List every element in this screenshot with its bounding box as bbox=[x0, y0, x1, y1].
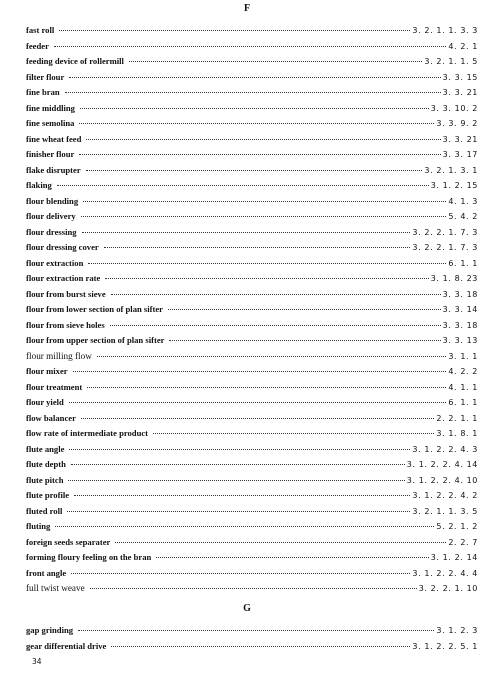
clause-reference: 4. 1. 1 bbox=[448, 382, 478, 392]
index-term: flute pitch bbox=[26, 474, 64, 485]
dot-leader bbox=[115, 532, 446, 543]
dot-leader bbox=[82, 222, 411, 233]
index-term: filter flour bbox=[26, 71, 65, 82]
dot-leader bbox=[67, 501, 410, 512]
dot-leader bbox=[79, 144, 440, 155]
dot-leader bbox=[59, 20, 410, 31]
dot-leader bbox=[79, 113, 434, 124]
dot-leader bbox=[156, 547, 428, 558]
clause-reference: 3. 3. 21 bbox=[442, 88, 478, 97]
dot-leader bbox=[111, 284, 441, 295]
dot-leader bbox=[55, 516, 434, 527]
dot-leader bbox=[111, 636, 410, 647]
index-term: fluted roll bbox=[26, 505, 63, 516]
clause-reference: 3. 1. 2. 15 bbox=[430, 181, 478, 190]
clause-reference: 5. 2. 1. 2 bbox=[436, 522, 478, 531]
index-term: flour from upper section of plan sifter bbox=[26, 335, 165, 345]
dot-leader bbox=[168, 299, 441, 310]
index-term: flour from burst sieve bbox=[26, 288, 106, 299]
index-term: finisher flour bbox=[26, 149, 75, 159]
dot-leader bbox=[81, 408, 434, 419]
page-number: 34 bbox=[32, 657, 42, 666]
index-term: flour delivery bbox=[26, 211, 76, 221]
dot-leader bbox=[69, 392, 447, 403]
clause-reference: 4. 1. 3 bbox=[448, 196, 478, 206]
clause-reference: 3. 1. 2. 2. 4. 10 bbox=[406, 475, 478, 485]
index-term: flow balancer bbox=[26, 412, 76, 423]
clause-reference: 3. 2. 1. 3. 1 bbox=[424, 165, 478, 175]
index-term: foreign seeds separater bbox=[26, 536, 111, 547]
clause-reference: 3. 1. 2. 2. 4. 2 bbox=[412, 491, 478, 500]
clause-reference: 3. 3. 15 bbox=[442, 72, 478, 82]
dot-leader bbox=[78, 620, 434, 631]
index-term: flour milling flow bbox=[26, 350, 92, 361]
clause-reference: 3. 3. 9. 2 bbox=[436, 119, 478, 128]
index-term: flour extraction rate bbox=[26, 273, 101, 283]
dot-leader bbox=[69, 67, 440, 78]
clause-reference: 3. 1. 1 bbox=[448, 351, 478, 361]
clause-reference: 3. 2. 1. 1. 3. 5 bbox=[412, 506, 478, 516]
index-term: flour treatment bbox=[26, 381, 83, 392]
clause-reference: 6. 1. 1 bbox=[448, 258, 478, 268]
index-term: flow rate of intermediate product bbox=[26, 428, 149, 438]
clause-reference: 3. 3. 21 bbox=[442, 134, 478, 144]
index-term: flour yield bbox=[26, 397, 64, 407]
index-term: flour blending bbox=[26, 195, 79, 206]
clause-reference: 3. 3. 13 bbox=[442, 336, 478, 345]
clause-reference: 3. 3. 10. 2 bbox=[430, 103, 478, 113]
dot-leader bbox=[90, 578, 417, 589]
dot-leader bbox=[104, 237, 411, 248]
dot-leader bbox=[65, 82, 441, 93]
dot-leader bbox=[169, 330, 440, 341]
index-term: fine semolina bbox=[26, 118, 75, 128]
index-entry bbox=[26, 638, 478, 654]
index-term: gear differential drive bbox=[26, 640, 107, 651]
clause-reference: 4. 2. 1 bbox=[448, 41, 478, 51]
dot-leader bbox=[83, 191, 446, 202]
clause-reference: 3. 1. 2. 14 bbox=[430, 553, 478, 562]
clause-reference: 3. 3. 18 bbox=[442, 289, 478, 299]
index-term: flute profile bbox=[26, 490, 70, 500]
dot-leader bbox=[87, 377, 446, 388]
dot-leader bbox=[110, 315, 441, 326]
clause-reference: 6. 1. 1 bbox=[448, 398, 478, 407]
clause-reference: 3. 2. 2. 1. 10 bbox=[418, 584, 478, 593]
dot-leader bbox=[86, 129, 440, 140]
dot-leader bbox=[88, 253, 446, 264]
index-term: flake disrupter bbox=[26, 164, 81, 175]
clause-reference: 3. 1. 2. 2. 4. 3 bbox=[412, 444, 478, 454]
clause-reference: 3. 3. 14 bbox=[442, 305, 478, 314]
dot-leader bbox=[97, 346, 447, 357]
index-section-f bbox=[26, 22, 478, 596]
clause-reference: 3. 3. 18 bbox=[442, 320, 478, 330]
index-term: fluting bbox=[26, 521, 51, 531]
index-term: flour from lower section of plan sifter bbox=[26, 304, 164, 314]
index-term: flute depth bbox=[26, 459, 66, 469]
clause-reference: 2. 2. 1. 1 bbox=[436, 413, 478, 423]
dot-leader bbox=[81, 206, 447, 217]
dot-leader bbox=[57, 175, 429, 186]
clause-reference: 5. 4. 2 bbox=[448, 212, 478, 221]
index-term: fine wheat feed bbox=[26, 133, 82, 144]
index-term: fine bran bbox=[26, 87, 60, 97]
dot-leader bbox=[80, 98, 429, 109]
index-term: flour dressing bbox=[26, 226, 77, 237]
dot-leader bbox=[86, 160, 423, 171]
index-term: flour extraction bbox=[26, 257, 84, 268]
clause-reference: 2. 2. 7 bbox=[448, 537, 478, 547]
section-heading-f: F bbox=[243, 3, 251, 14]
dot-leader bbox=[71, 454, 405, 465]
index-term: flour from sieve holes bbox=[26, 319, 105, 330]
dot-leader bbox=[71, 563, 410, 574]
index-term: feeder bbox=[26, 40, 49, 51]
clause-reference: 3. 2. 1. 1. 5 bbox=[424, 57, 478, 66]
clause-reference: 3. 1. 8. 1 bbox=[436, 429, 478, 438]
clause-reference: 3. 2. 1. 1. 3. 3 bbox=[412, 26, 478, 35]
clause-reference: 4. 2. 2 bbox=[448, 367, 478, 376]
clause-reference: 3. 3. 17 bbox=[442, 150, 478, 159]
dot-leader bbox=[73, 361, 447, 372]
index-term: full twist weave bbox=[26, 583, 85, 593]
dot-leader bbox=[74, 485, 410, 496]
dot-leader bbox=[68, 470, 404, 481]
dot-leader bbox=[129, 51, 422, 62]
clause-reference: 3. 2. 2. 1. 7. 3 bbox=[412, 243, 478, 252]
index-term: gap grinding bbox=[26, 625, 74, 635]
clause-reference: 3. 1. 2. 3 bbox=[436, 626, 478, 635]
index-term: flute angle bbox=[26, 443, 65, 454]
index-term: fine middling bbox=[26, 102, 75, 113]
clause-reference: 3. 2. 2. 1. 7. 3 bbox=[412, 227, 478, 237]
index-term: fast roll bbox=[26, 25, 55, 35]
dot-leader bbox=[153, 423, 434, 434]
dot-leader bbox=[69, 439, 410, 450]
clause-reference: 3. 1. 2. 2. 4. 4 bbox=[412, 568, 478, 578]
index-term: flour mixer bbox=[26, 366, 68, 376]
index-term: feeding device of rollermill bbox=[26, 56, 124, 66]
index-term: flaking bbox=[26, 180, 52, 190]
index-entry bbox=[26, 580, 478, 596]
index-term: flour dressing cover bbox=[26, 242, 99, 252]
clause-reference: 3. 1. 2. 2. 4. 14 bbox=[406, 460, 478, 469]
index-section-g bbox=[26, 622, 478, 653]
section-heading-g: G bbox=[243, 603, 251, 614]
clause-reference: 3. 1. 8. 23 bbox=[430, 274, 478, 283]
dot-leader bbox=[105, 268, 428, 279]
clause-reference: 3. 1. 2. 2. 5. 1 bbox=[412, 641, 478, 651]
index-term: front angle bbox=[26, 567, 67, 578]
dot-leader bbox=[54, 36, 446, 47]
index-term: forming floury feeling on the bran bbox=[26, 552, 152, 562]
